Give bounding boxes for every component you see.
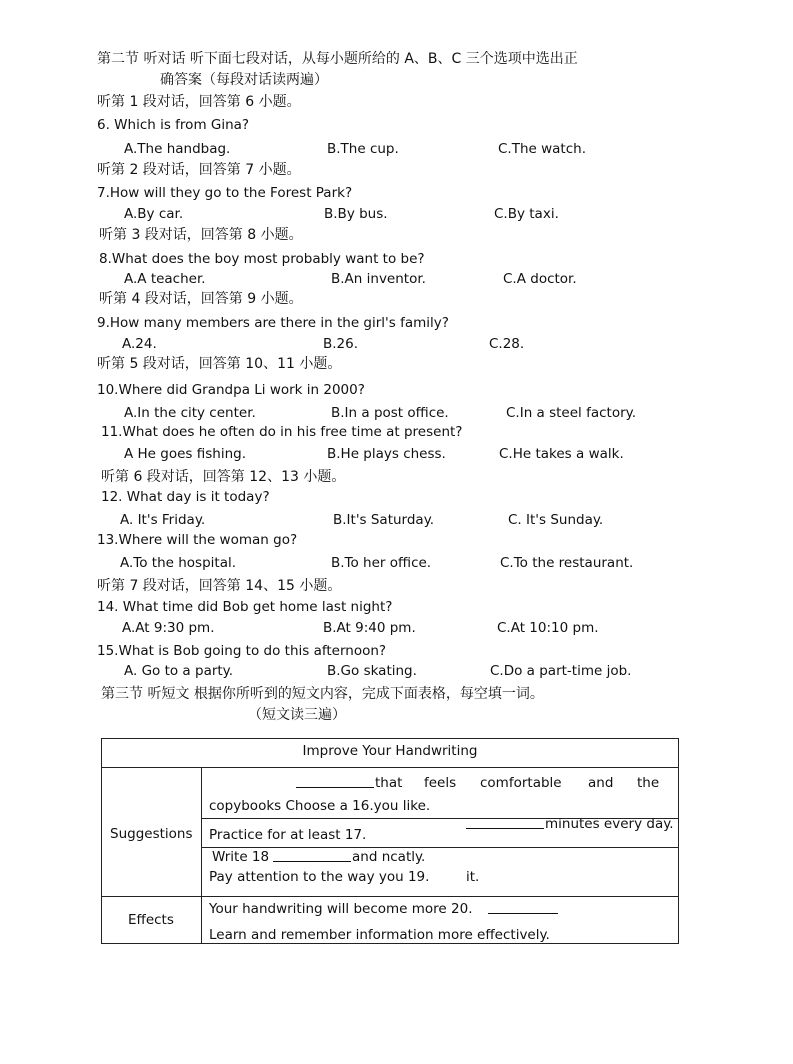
option-8c: C.A doctor.: [503, 271, 577, 287]
option-10c: C.In a steel factory.: [506, 405, 636, 421]
row1-line2: copybooks Choose a 16.you like.: [209, 798, 431, 814]
option-6b: B.The cup.: [327, 141, 399, 157]
row1-word-and: and: [588, 775, 614, 791]
row3-prefix: Write 18: [212, 849, 270, 865]
option-10a: A.In the city center.: [124, 405, 256, 421]
option-15c: C.Do a part-time job.: [490, 663, 632, 679]
row3-suffix: and ncatly.: [352, 849, 426, 865]
dialogue-2-instruction: 听第 2 段对话，回答第 7 小题。: [97, 162, 301, 178]
option-7c: C.By taxi.: [494, 206, 559, 222]
table-title: Improve Your Handwriting: [302, 743, 478, 759]
question-11: 11.What does he often do in his free time at present?: [101, 424, 463, 440]
option-14b: B.At 9:40 pm.: [323, 620, 416, 636]
blank-line: [296, 774, 374, 793]
question-8: 8.What does the boy most probably want to be?: [99, 251, 425, 267]
question-9: 9.How many members are there in the girl's family?: [97, 315, 449, 331]
effects-line1: Your handwriting will become more 20.: [209, 901, 473, 917]
suggestions-label: Suggestions: [110, 826, 193, 842]
dialogue-3-instruction: 听第 3 段对话，回答第 8 小题。: [99, 227, 303, 243]
option-15a: A. Go to a party.: [124, 663, 234, 679]
option-7b: B.By bus.: [324, 206, 388, 222]
blank-line: [466, 815, 544, 834]
dialogue-7-instruction: 听第 7 段对话，回答第 14、15 小题。: [97, 578, 342, 594]
option-11a: A He goes fishing.: [124, 446, 246, 462]
option-6a: A.The handbag.: [124, 141, 231, 157]
row3-line2-a: Pay attention to the way you 19.: [209, 869, 430, 885]
dialogue-5-instruction: 听第 5 段对话，回答第 10、11 小题。: [97, 356, 342, 372]
section3-heading-line2: （短文读三遍）: [248, 707, 346, 723]
handwriting-table: [101, 738, 679, 944]
dialogue-6-instruction: 听第 6 段对话，回答第 12、13 小题。: [101, 469, 346, 485]
question-13: 13.Where will the woman go?: [97, 532, 298, 548]
option-8a: A.A teacher.: [124, 271, 206, 287]
option-15b: B.Go skating.: [327, 663, 417, 679]
row1-word-comfortable: comfortable: [480, 775, 562, 791]
option-8b: B.An inventor.: [331, 271, 426, 287]
table-divider: [102, 767, 678, 768]
table-divider: [201, 767, 202, 943]
option-12b: B.It's Saturday.: [333, 512, 435, 528]
option-13b: B.To her office.: [331, 555, 432, 571]
option-12c: C. It's Sunday.: [508, 512, 604, 528]
question-10: 10.Where did Grandpa Li work in 2000?: [97, 382, 365, 398]
question-12: 12. What day is it today?: [101, 489, 270, 505]
option-9b: B.26.: [323, 336, 359, 352]
option-11b: B.He plays chess.: [327, 446, 446, 462]
option-14c: C.At 10:10 pm.: [497, 620, 599, 636]
row2-text: Practice for at least 17.: [209, 827, 367, 843]
row3-line2-b: it.: [466, 869, 480, 885]
section2-heading-line1: 第二节 听对话 听下面七段对话，从每小题所给的 A、B、C 三个选项中选出正: [97, 51, 578, 67]
option-12a: A. It's Friday.: [120, 512, 206, 528]
effects-line2: Learn and remember information more effectively.: [209, 927, 550, 943]
option-9a: A.24.: [122, 336, 157, 352]
blank-line: [488, 900, 558, 919]
table-divider: [102, 896, 678, 897]
row1-word-that: that: [375, 775, 403, 791]
option-13a: A.To the hospital.: [120, 555, 237, 571]
option-11c: C.He takes a walk.: [499, 446, 624, 462]
row1-word-feels: feels: [424, 775, 457, 791]
question-14: 14. What time did Bob get home last night?: [97, 599, 393, 615]
option-10b: B.In a post office.: [331, 405, 449, 421]
option-6c: C.The watch.: [498, 141, 586, 157]
option-7a: A.By car.: [124, 206, 184, 222]
section2-heading-line2: 确答案（每段对话读两遍）: [160, 72, 328, 88]
row1-word-the: the: [637, 775, 660, 791]
question-7: 7.How will they go to the Forest Park?: [97, 185, 353, 201]
question-15: 15.What is Bob going to do this afternoon?: [97, 643, 387, 659]
option-9c: C.28.: [489, 336, 525, 352]
option-14a: A.At 9:30 pm.: [122, 620, 215, 636]
section3-heading-line1: 第三节 听短文 根据你所听到的短文内容，完成下面表格，每空填一词。: [101, 686, 544, 702]
row2-suffix: minutes every day.: [545, 816, 674, 832]
option-13c: C.To the restaurant.: [500, 555, 634, 571]
dialogue-4-instruction: 听第 4 段对话，回答第 9 小题。: [99, 291, 303, 307]
dialogue-1-instruction: 听第 1 段对话，回答第 6 小题。: [97, 94, 301, 110]
question-6: 6. Which is from Gina?: [97, 117, 250, 133]
blank-line: [273, 848, 351, 867]
effects-label: Effects: [128, 912, 174, 928]
